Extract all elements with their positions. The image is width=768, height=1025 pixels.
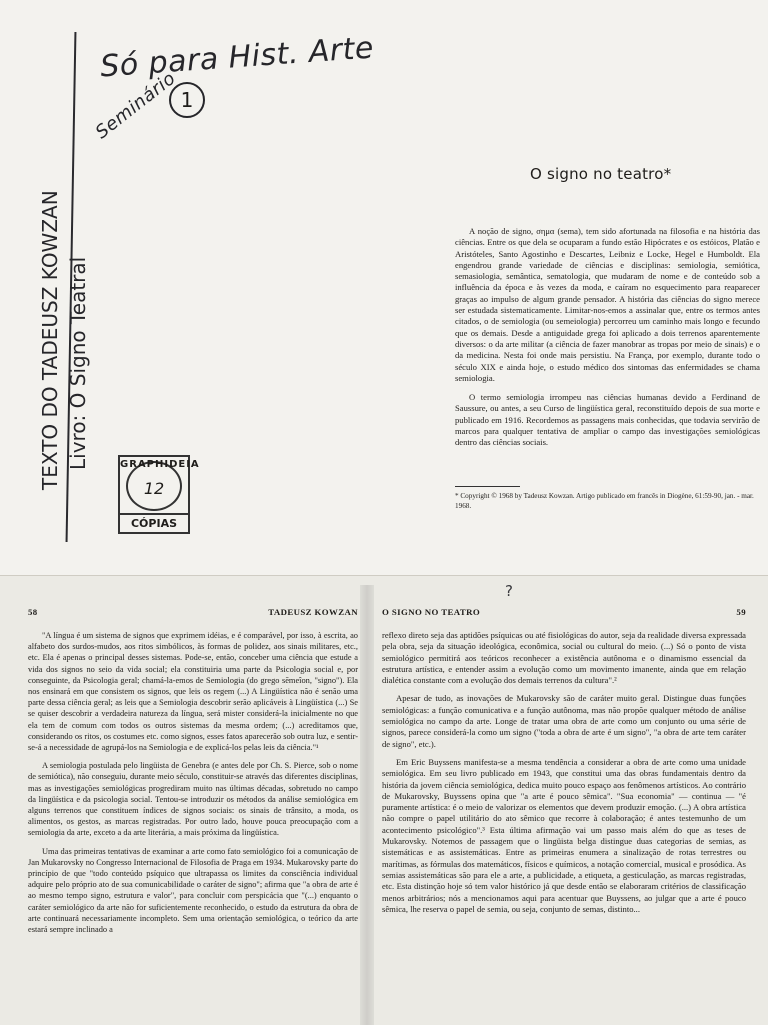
intro-paragraph: O termo semiologia irrompeu nas ciências humanas devido a Ferdinand de Saussure, ou antes, a seu Curso de lingüística geral, reconstituído depois de sua morte e publicado em 1916. Recordemos as passagens mais conhecidas, que todavia servirão de marcos para qualquer tentativa de ampliar o campo das investigações semiológicas dentro das ciências sociais. <box>455 392 760 448</box>
handwritten-seminar-number: 1 <box>169 82 205 118</box>
handwritten-vertical-note-author: TEXTO DO TADEUSZ KOWZAN <box>38 190 62 490</box>
left-page-number: 58 <box>28 607 38 617</box>
stamp-label: CÓPIAS <box>120 513 188 530</box>
right-paragraph: reflexo direto seja das aptidões psíquicas ou até fisiológicas do autor, seja da realidade diversa expressada pela obra, seja da situação ideológica, econômica, social ou cultural do meio. (...) Só o ponto de vista semiológico permitirá aos teóricos reconhecer a existência autônoma e o dinamismo essencial da estrutura artística, e entender assim a evolução como um movimento imanente, ainda que em relação dialética constante com a evolução dos demais terrenos da cultura".² <box>382 630 746 686</box>
left-paragraph: "A língua é um sistema de signos que exprimem idéias, e é comparável, por isso, à escrita, ao alfabeto dos surdos-mudos, aos ritos simbólicos, às formas de polidez, aos sinais militares, etc., etc. Ela é apenas o principal desses sistemas. Pode-se, então, conceber uma ciência que estude a vida dos signos no seio da vida social; ela constituiria uma parte da Psicologia social e, por conseguinte, da Psicologia geral; chamá-la-emos de Semiologia (do grego sēmeîon, "signo"). Ela nos ensinará em que consistem os signos, que leis os regem (...) A Lingüística não é senão uma parte dessa ciência geral; as leis que a Semiologia descobrir serão aplicáveis à Lingüística (...) Se se quiser descobrir a verdadeira natureza da língua, será mister considerá-la inicialmente no que ela tem de comum com todos os outros sistemas da mesma ordem; (...) acreditamos que, considerando os ritos, os costumes etc. como signos, esses fatos aparecerão sob outra luz, e sentir-se-á a necessidade de agrupá-los na Semiologia e de explicá-los pelas leis da ciência."¹ <box>28 631 358 753</box>
right-paragraph: Apesar de tudo, as inovações de Mukarovsky são de caráter muito geral. Distingue duas funções semiológicas: a função comunicativa e a função autônoma, mas não propõe qualquer método de análise semiológica no campo da arte. Longe de tratar uma obra de arte como um conjunto ou uma série de signos, parece considerá-la como um signo ("toda a obra de arte é um signo", "a obra de arte tem caráter de signo", etc.). <box>382 693 746 749</box>
right-page-text <box>382 630 746 922</box>
article-title: O signo no teatro* <box>530 165 672 183</box>
right-running-head: O SIGNO NO TEATRO <box>382 607 481 617</box>
handwritten-seminar-note: Seminário <box>91 67 180 144</box>
book-gutter <box>360 585 374 1025</box>
right-page-number: 59 <box>736 607 746 617</box>
handwritten-question-mark: ? <box>505 582 513 600</box>
left-paragraph: Uma das primeiras tentativas de examinar a arte como fato semiológico foi a comunicação de Jan Mukarovsky no Congresso Internacional de Filosofia de Praga em 1934. Mukarovsky parte do princípio de que "todo conteúdo psíquico que ultrapassa os limites da consciência individual adquire pelo próprio ato de sua comunicabilidade o caráter de signo"; afirma que "a obra de arte é ao mesmo tempo signo, estrutura e valor", para concluir com perspicácia que "(...) enquanto o caráter semiológico da arte não for suficientemente reconhecido, o estudo da estrutura da obra de arte continuará necessariamente incompleto. Sem uma orientação semiológica, o teórico da arte estará sempre inclinado a <box>28 846 358 935</box>
copy-shop-stamp <box>118 455 200 534</box>
handwritten-top-note: Só para Hist. Arte <box>99 30 375 85</box>
right-paragraph: Em Eric Buyssens manifesta-se a mesma tendência a considerar a obra de arte como uma unidade semiológica. Em seu livro publicado em 1943, que constitui uma das obras fundamentais dentro da história da jovem ciência semiológica, dedica muito pouco espaço aos fenômenos artísticos. Ao contrário de Mukarovsky, Buyssens opina que "a arte é pouco sêmica". "Sua economia" — continua — "é puramente artística: é o meio de valorizar os elementos que devem produzir emoção. (...) A obra artística não compre o papel utilitário do ato sêmico que recorre à colaboração; é antes testemunho de um acontecimento psicológico".³ Esta última afirmação vai um passo mais além do que as teses de Mukarovsky. Notemos de passagem que o lingüista belga distingue duas categorias de semias, as sistemáticas e as assistemáticas. Entre as primeiras enumera a sinalização de rotas terrestres ou marítimas, as fórmulas dos matemáticos, físicos e químicos, a notação comercial, musical e prosódica. As semias assistemáticas são para ele a arte, a publicidade, a etiqueta, a gesticulação, as marcas registradas, etc. Esta distinção hoje só tem valor histórico já que desde então se elaboraram critérios de classificação menos arbitrários; nós a mencionamos aqui para acentuar que Buyssens, ao julgar que a arte é pouco sêmica, lhe reserva o papel de semia, ou seja, conjunto de semas, distinto... <box>382 756 746 914</box>
stamp-brand: GRAPHIDEIA <box>120 459 200 470</box>
left-running-head: TADEUSZ KOWZAN <box>268 607 358 617</box>
copyright-footnote: * Copyright © 1968 by Tadeusz Kowzan. Artigo publicado em francês in Diogène, 61:59-90, jan. - mar. 1968. <box>455 492 754 510</box>
intro-paragraph: A noção de signo, σημα (sema), tem sido afortunada na filosofia e na história das ciências. Entre os que dela se ocuparam a fundo estão Hipócrates e os estóicos, Platão e Aristóteles, Santo Agostinho e Descartes, Leibniz e Locke, Hegel e Humboldt. Ela engendrou grande variedade de ciências e disciplinas: semiologia, semiótica, semasiologia, semântica, sematologia, que mudaram de nome e de conteúdo sob a influência da época e às vezes da moda, e caíram no esquecimento para reaparecer graças ao impulso de algum grande pensador. A história das ciências do signo merece ser estudada sistematicamente. Limitar-nos-emos a assinalar que, entre os termos antes citados, o de semiologia (ou semeiologia) percorreu um caminho mais longo e fecundo que os demais. Desde a antiguidade grega foi aplicado a dois terrenos aparentemente diversos: o da arte militar (a ciência de fazer manobrar as tropas por meio de sinais) e o da medicina. Nesta foi onde mais persistiu. Na França, por exemplo, durante todo o século XIX e ainda hoje, o estudo médico dos sintomas das enfermidades se chama semiologia. <box>455 226 760 383</box>
left-page-text <box>28 630 358 942</box>
footnote-rule <box>455 486 520 487</box>
intro-text-column <box>455 226 760 457</box>
stamp-number: 12 <box>143 479 165 498</box>
handwritten-vertical-note-book: Livro: O Signo Teatral <box>66 256 90 470</box>
left-paragraph: A semiologia postulada pelo lingüista de Genebra (e antes dele por Ch. S. Pierce, sob o nome de semiótica), não conseguiu, durante meio século, constituir-se através das diferentes disciplinas, mas as investigações semiológicas progrediram muito nas últimas décadas, sobretudo no campo da lingüística e da psicologia social. Tentou-se introduzir os métodos da análise semiológica em alguns terrenos que constituem índices de signos sociais: os sinais de trânsito, a moda, os alimentos, os gestos, as marcas registradas. Por outro lado, houve pouca preocupação com a semiologia da arte, exceto a da arte literária, a mais próxima da lingüística. <box>28 761 358 838</box>
